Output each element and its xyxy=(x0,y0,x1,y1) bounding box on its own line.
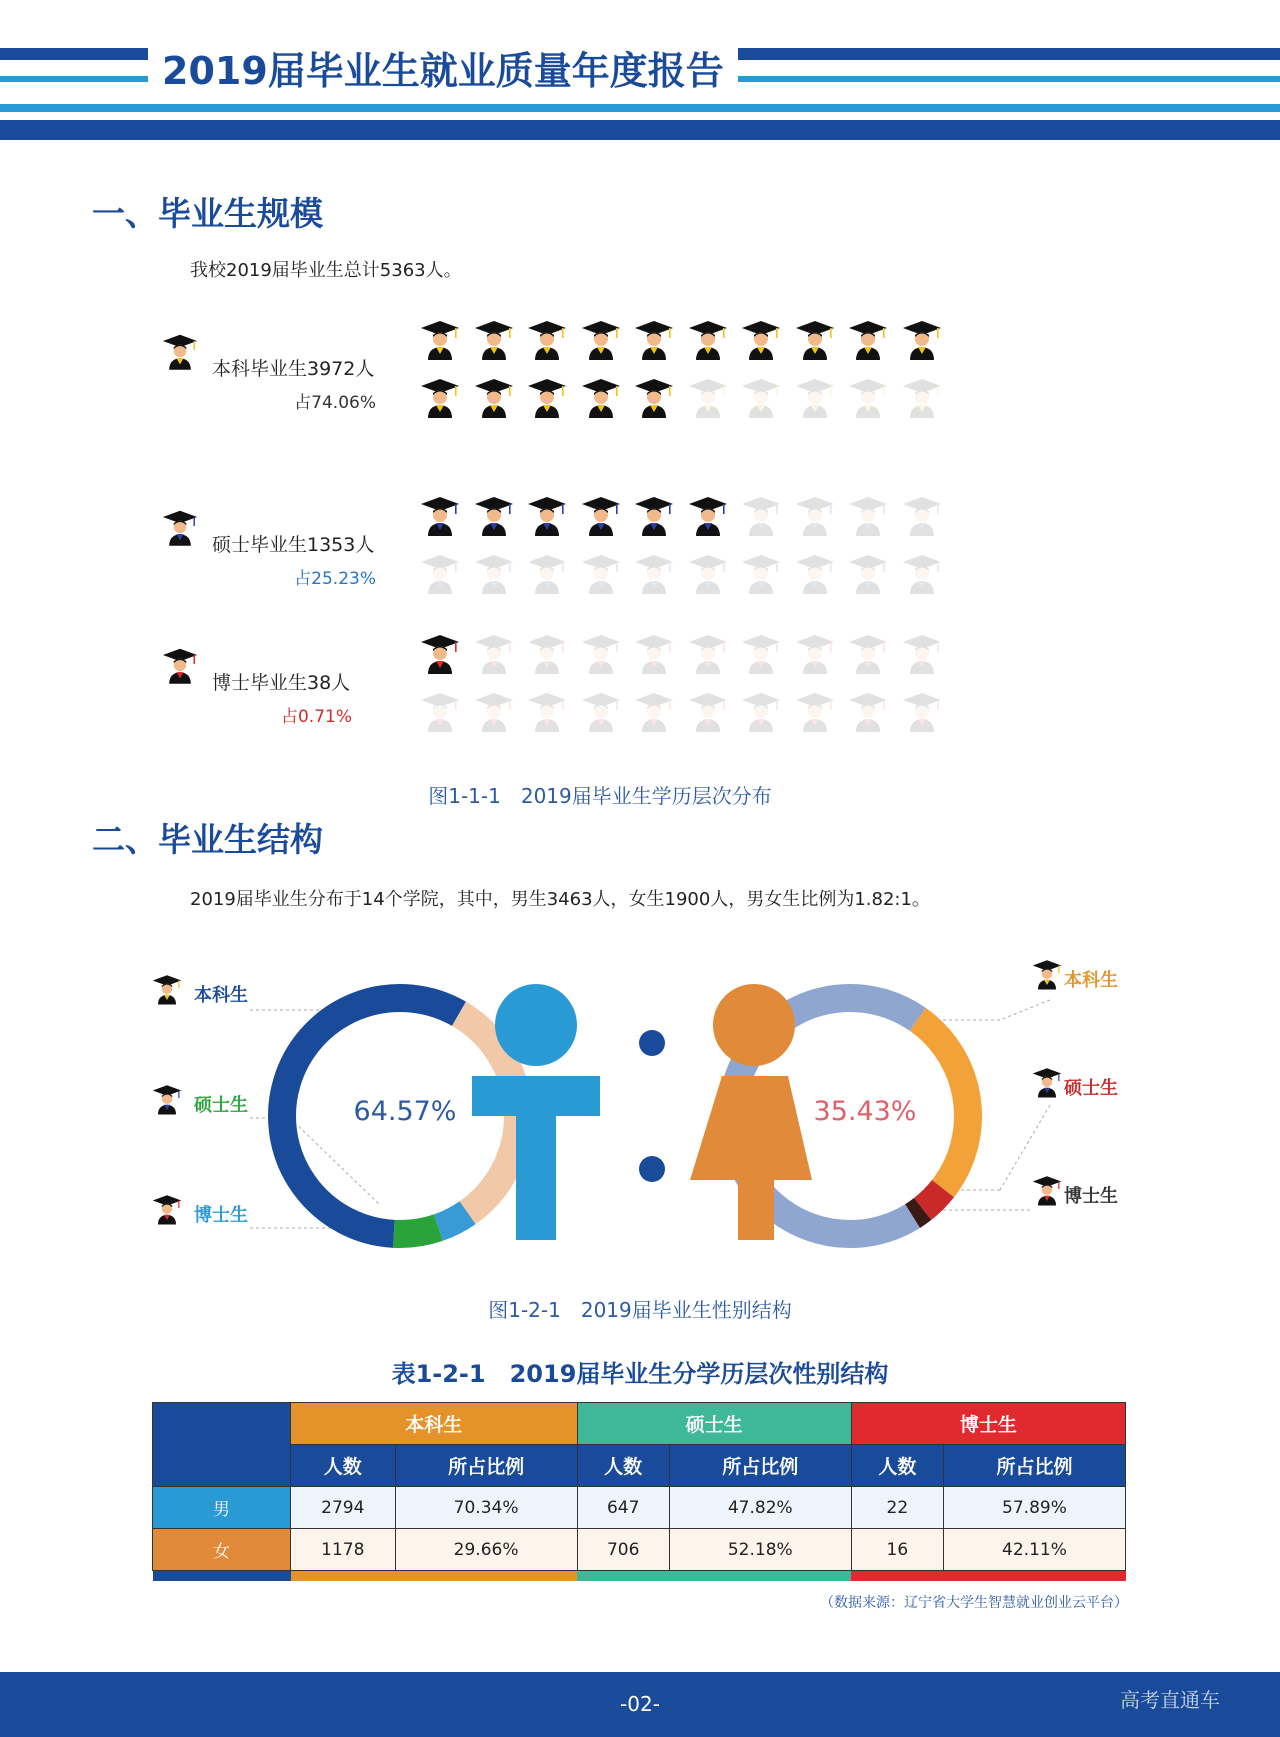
table-cell: 22 xyxy=(851,1487,943,1529)
data-source: （数据来源：辽宁省大学生智慧就业创业云平台） xyxy=(820,1595,1128,1611)
table-cell: 42.11% xyxy=(943,1529,1125,1571)
graduate-icon-faded xyxy=(741,552,781,598)
male-figure-head xyxy=(495,984,577,1066)
graduate-icon xyxy=(902,318,942,364)
section-intro: 我校2019届毕业生总计5363人。 xyxy=(190,260,462,281)
colon-dot xyxy=(639,1156,665,1182)
table-group-header: 博士生 xyxy=(851,1403,1125,1445)
graduate-icon xyxy=(581,494,621,540)
table-cell: 2794 xyxy=(291,1487,396,1529)
table-column-header: 所占比例 xyxy=(669,1445,851,1487)
table-group-header: 硕士生 xyxy=(577,1403,851,1445)
graduate-icon xyxy=(848,318,888,364)
graduate-icon-faded xyxy=(527,552,567,598)
graduate-icon xyxy=(162,508,198,550)
female-ring-segment-phd xyxy=(913,1209,923,1216)
graduate-icon xyxy=(420,318,460,364)
graduate-icon xyxy=(420,632,460,678)
table-column-header: 人数 xyxy=(577,1445,669,1487)
footer-bar xyxy=(0,1672,1280,1737)
table-column-header: 人数 xyxy=(851,1445,943,1487)
group-label: 硕士毕业生1353人 xyxy=(212,534,375,556)
table-cell: 706 xyxy=(577,1529,669,1571)
graduate-icon-faded xyxy=(474,690,514,736)
graduate-icon xyxy=(795,318,835,364)
chart-legend-label: 硕士生 xyxy=(194,1095,248,1116)
chart-legend-label: 本科生 xyxy=(1064,970,1118,991)
group-percentage: 占0.71% xyxy=(280,707,352,727)
gender-chart xyxy=(0,950,1280,1270)
table-row-header: 女 xyxy=(153,1529,291,1571)
graduate-icon-faded xyxy=(420,552,460,598)
graduate-icon-faded xyxy=(848,690,888,736)
graduate-icon xyxy=(527,494,567,540)
section-title: 二、毕业生结构 xyxy=(92,820,323,859)
table-column-header: 人数 xyxy=(291,1445,396,1487)
graduate-icon xyxy=(1032,958,1062,994)
graduate-icon-faded xyxy=(688,552,728,598)
figure-caption: 图1-2-1 2019届毕业生性别结构 xyxy=(488,1298,792,1322)
table-corner xyxy=(153,1403,291,1487)
female-percentage: 35.43% xyxy=(813,1096,917,1127)
chart-legend-label: 本科生 xyxy=(194,985,248,1006)
graduate-icon xyxy=(634,318,674,364)
graduate-icon-faded xyxy=(902,690,942,736)
table-cell: 52.18% xyxy=(669,1529,851,1571)
group-percentage: 占74.06% xyxy=(294,393,376,413)
graduate-icon-faded xyxy=(581,632,621,678)
section-title: 一、毕业生规模 xyxy=(92,194,323,233)
graduate-icon-faded xyxy=(581,690,621,736)
graduate-icon-faded xyxy=(741,690,781,736)
graduate-icon xyxy=(474,494,514,540)
graduate-icon-faded xyxy=(902,632,942,678)
group-label: 博士毕业生38人 xyxy=(212,672,351,694)
table-cell: 647 xyxy=(577,1487,669,1529)
graduate-icon-faded xyxy=(688,376,728,422)
graduate-icon xyxy=(527,376,567,422)
graduate-icon xyxy=(152,1083,182,1119)
graduate-icon-faded xyxy=(848,494,888,540)
table-cell: 57.89% xyxy=(943,1487,1125,1529)
graduate-icon xyxy=(162,332,198,374)
graduate-icon-faded xyxy=(902,494,942,540)
chart-legend-label: 硕士生 xyxy=(1064,1078,1118,1099)
graduate-icon-faded xyxy=(795,632,835,678)
graduate-icon-faded xyxy=(795,690,835,736)
chart-legend-label: 博士生 xyxy=(1064,1186,1118,1207)
table-cell: 16 xyxy=(851,1529,943,1571)
table-row-header: 男 xyxy=(153,1487,291,1529)
graduate-icon-faded xyxy=(902,552,942,598)
graduate-icon-faded xyxy=(527,690,567,736)
table-footer-bar xyxy=(577,1571,851,1581)
graduate-icon-faded xyxy=(848,632,888,678)
graduate-icon-faded xyxy=(527,632,567,678)
graduate-icon xyxy=(1032,1174,1062,1210)
graduate-icon xyxy=(581,318,621,364)
graduate-icon xyxy=(527,318,567,364)
group-label: 本科毕业生3972人 xyxy=(212,358,375,380)
table-column-header: 所占比例 xyxy=(395,1445,577,1487)
chart-legend-label: 博士生 xyxy=(194,1205,248,1226)
graduate-icon-faded xyxy=(741,376,781,422)
table-cell: 1178 xyxy=(291,1529,396,1571)
graduate-icon xyxy=(152,973,182,1009)
table-footer-bar xyxy=(851,1571,1125,1581)
graduate-icon-faded xyxy=(474,552,514,598)
table-footer-bar xyxy=(291,1571,578,1581)
table-group-header: 本科生 xyxy=(291,1403,578,1445)
section-intro: 2019届毕业生分布于14个学院，其中，男生3463人，女生1900人，男女生比例为1.82:1。 xyxy=(190,889,930,910)
table-footer-bar xyxy=(153,1571,291,1581)
graduate-icon xyxy=(688,318,728,364)
table-row xyxy=(153,1529,1126,1571)
graduate-icon-faded xyxy=(634,690,674,736)
graduate-icon-faded xyxy=(848,376,888,422)
graduate-icon xyxy=(741,318,781,364)
header-stripe xyxy=(0,104,1280,112)
graduate-icon-faded xyxy=(634,632,674,678)
graduate-icon xyxy=(688,494,728,540)
graduate-icon xyxy=(162,646,198,688)
graduate-icon-faded xyxy=(848,552,888,598)
graduate-icon xyxy=(152,1193,182,1229)
table-column-header: 所占比例 xyxy=(943,1445,1125,1487)
graduate-icon-faded xyxy=(581,552,621,598)
graduate-icon-faded xyxy=(688,632,728,678)
female-ring-segment-master xyxy=(923,1189,943,1209)
graduate-icon-faded xyxy=(474,632,514,678)
graduate-icon-faded xyxy=(741,494,781,540)
colon-dot xyxy=(639,1030,665,1056)
female-figure-leg xyxy=(738,1150,774,1240)
male-ring-segment-phd xyxy=(438,1213,467,1228)
graduate-icon xyxy=(634,376,674,422)
graduate-icon xyxy=(420,494,460,540)
graduate-icon-faded xyxy=(634,552,674,598)
figure-caption: 图1-1-1 2019届毕业生学历层次分布 xyxy=(428,784,772,808)
graduate-icon-faded xyxy=(420,690,460,736)
graduate-icon-faded xyxy=(795,494,835,540)
graduate-icon xyxy=(474,376,514,422)
page-number: -02- xyxy=(620,1692,660,1716)
document-title: 2019届毕业生就业质量年度报告 xyxy=(148,40,738,95)
male-figure-leg xyxy=(516,1090,556,1240)
graduate-icon xyxy=(420,376,460,422)
table-row xyxy=(153,1487,1126,1529)
female-figure-head xyxy=(713,984,795,1066)
graduate-icon-faded xyxy=(795,376,835,422)
male-ring-segment-master xyxy=(394,1228,439,1234)
header-stripe xyxy=(0,120,1280,140)
table-cell: 70.34% xyxy=(395,1487,577,1529)
table-cell: 29.66% xyxy=(395,1529,577,1571)
graduate-icon-faded xyxy=(741,632,781,678)
watermark: 高考直通车 xyxy=(1120,1688,1220,1712)
male-percentage: 64.57% xyxy=(353,1096,457,1127)
graduate-icon xyxy=(1032,1066,1062,1102)
graduate-icon-faded xyxy=(795,552,835,598)
group-percentage: 占25.23% xyxy=(294,569,376,589)
graduate-icon xyxy=(474,318,514,364)
gender-structure-table xyxy=(152,1402,1126,1581)
table-cell: 47.82% xyxy=(669,1487,851,1529)
graduate-icon xyxy=(634,494,674,540)
graduate-icon-faded xyxy=(902,376,942,422)
table-title: 表1-2-1 2019届毕业生分学历层次性别结构 xyxy=(391,1360,889,1388)
graduate-icon xyxy=(581,376,621,422)
graduate-icon-faded xyxy=(688,690,728,736)
